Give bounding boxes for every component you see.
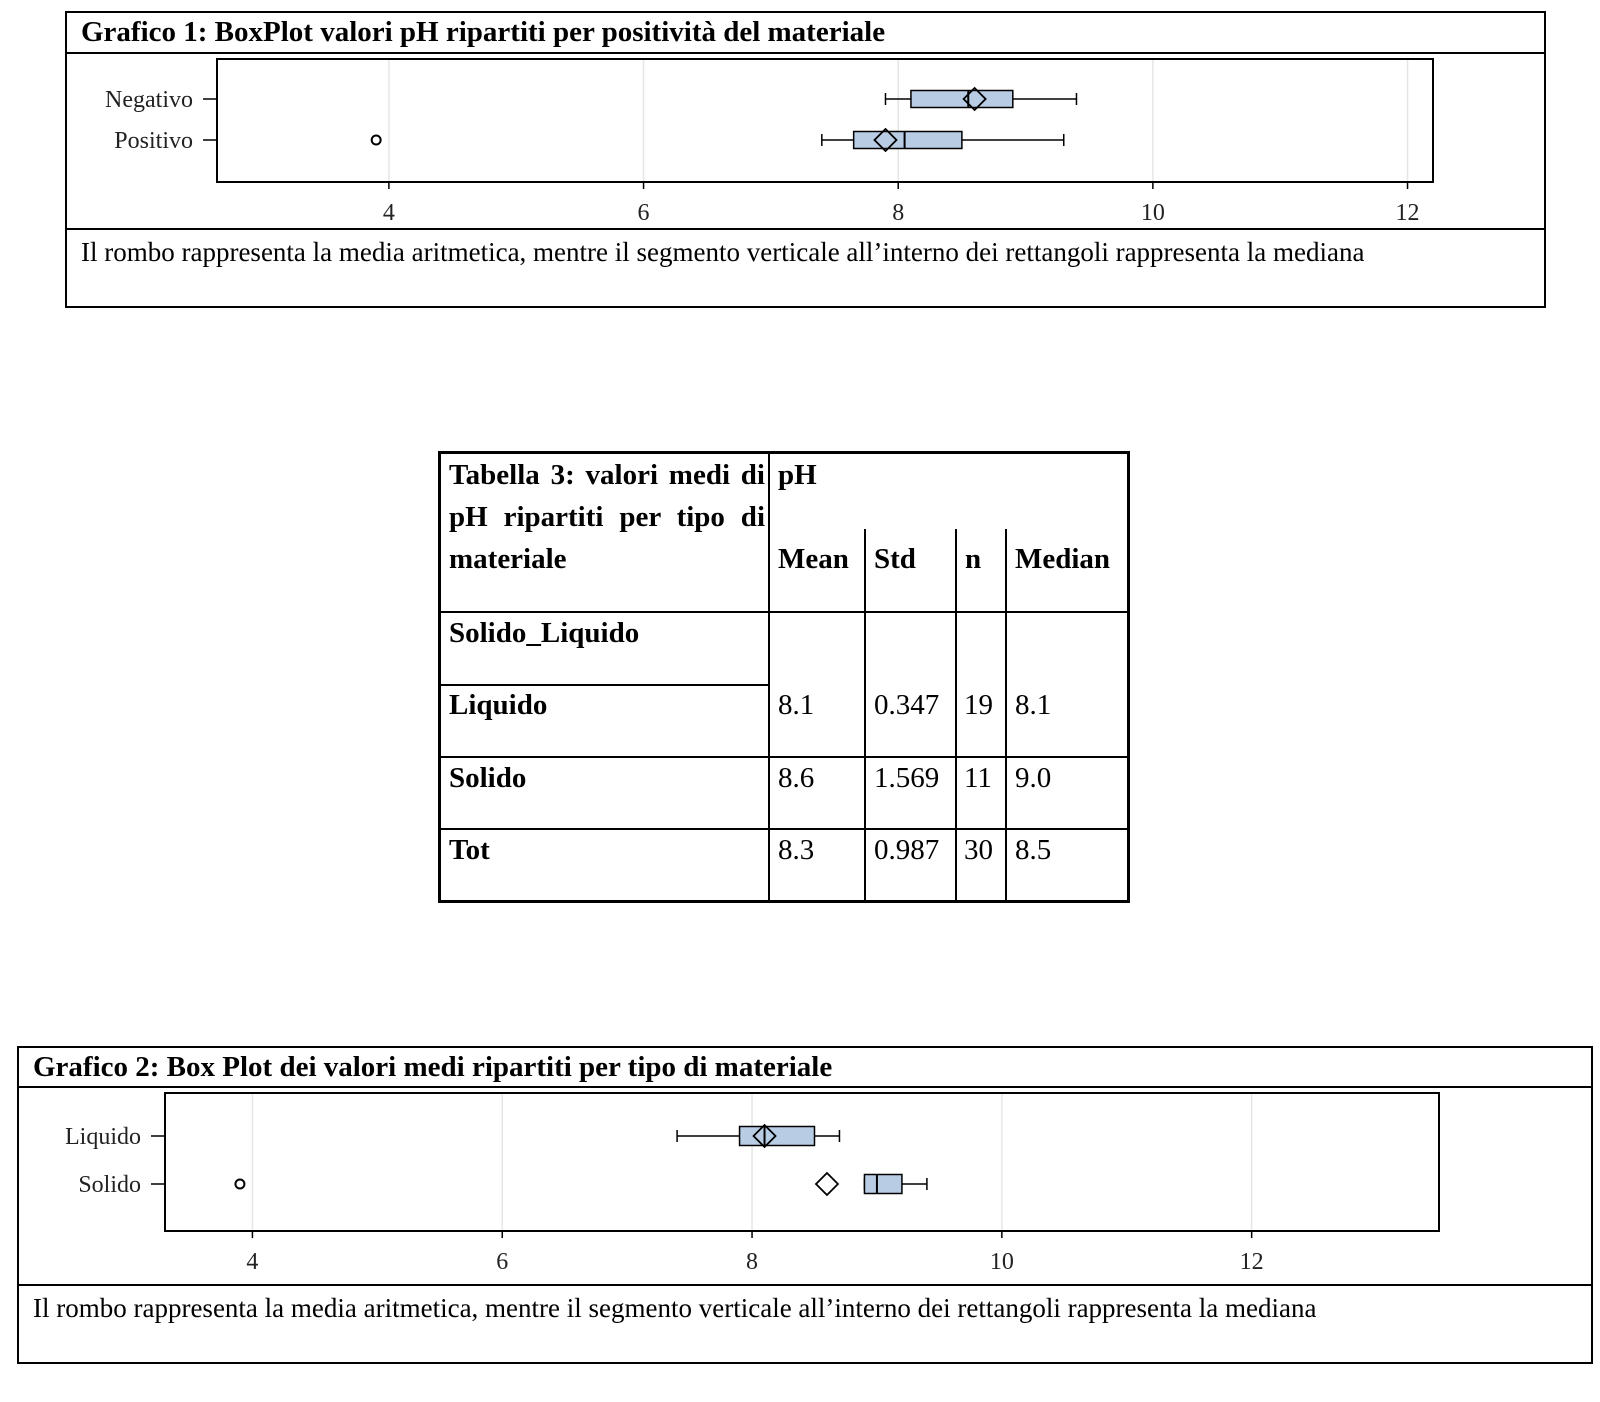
- table-divider: [768, 454, 770, 900]
- column-header-std: Std: [874, 543, 916, 575]
- row-group-label: Solido_Liquido: [449, 617, 640, 649]
- row-label: Solido: [449, 762, 527, 794]
- table-divider: [864, 529, 866, 900]
- figure-1-caption: Il rombo rappresenta la media aritmetica, mentre il segmento verticale all’interno dei rettangoli rappresenta la mediana: [67, 228, 1544, 306]
- x-tick-label: 12: [1395, 200, 1420, 226]
- y-category-label: Liquido: [65, 1124, 141, 1150]
- y-category-label: Positivo: [114, 128, 193, 154]
- figure-1-title: Grafico 1: BoxPlot valori pH ripartiti per positività del materiale: [67, 13, 1544, 54]
- table-divider: [1005, 529, 1007, 900]
- figure-2-boxplot: [19, 1088, 1591, 1284]
- x-tick-label: 8: [892, 200, 905, 226]
- figure-1-boxplot: [67, 54, 1544, 226]
- y-category-label: Negativo: [105, 87, 193, 113]
- iqr-box: [854, 132, 962, 149]
- cell-n: 30: [964, 834, 993, 866]
- x-tick-label: 4: [382, 200, 395, 226]
- cell-median: 8.1: [1015, 689, 1052, 721]
- table-3: [438, 451, 1130, 903]
- table-title: Tabella 3: valori medi di pH ripartiti per tipo di materiale: [449, 459, 765, 575]
- cell-median: 9.0: [1015, 762, 1052, 794]
- column-header-median: Median: [1015, 543, 1111, 575]
- row-label: Liquido: [449, 689, 548, 721]
- x-tick-label: 8: [746, 1249, 759, 1275]
- y-category-label: Solido: [78, 1172, 141, 1198]
- cell-mean: 8.6: [778, 762, 815, 794]
- column-header-mean: Mean: [778, 543, 849, 575]
- figure-1: [65, 11, 1546, 308]
- table-group-header: pH: [778, 459, 817, 491]
- x-tick-label: 12: [1239, 1249, 1264, 1275]
- cell-mean: 8.3: [778, 834, 815, 866]
- outlier-point: [235, 1180, 244, 1189]
- figure-2: [17, 1046, 1593, 1364]
- figure-2-title: Grafico 2: Box Plot dei valori medi ripartiti per tipo di materiale: [19, 1048, 1591, 1088]
- cell-median: 8.5: [1015, 834, 1052, 866]
- outlier-point: [372, 136, 381, 145]
- cell-mean: 8.1: [778, 689, 815, 721]
- iqr-box: [864, 1175, 901, 1194]
- cell-std: 0.347: [874, 689, 940, 721]
- cell-n: 11: [964, 762, 992, 794]
- plot-frame: [217, 59, 1433, 182]
- column-header-n: n: [965, 543, 982, 575]
- iqr-box: [740, 1127, 815, 1146]
- row-label: Tot: [449, 834, 490, 866]
- table-divider: [955, 529, 957, 900]
- x-tick-label: 6: [637, 200, 650, 226]
- cell-std: 0.987: [874, 834, 940, 866]
- cell-std: 1.569: [874, 762, 940, 794]
- mean-diamond: [816, 1173, 838, 1195]
- x-tick-label: 4: [246, 1249, 259, 1275]
- x-tick-label: 10: [1140, 200, 1165, 226]
- x-tick-label: 6: [496, 1249, 509, 1275]
- iqr-box: [911, 91, 1013, 108]
- plot-frame: [165, 1093, 1439, 1231]
- x-tick-label: 10: [989, 1249, 1014, 1275]
- figure-2-caption: Il rombo rappresenta la media aritmetica, mentre il segmento verticale all’interno dei rettangoli rappresenta la mediana: [19, 1284, 1591, 1362]
- cell-n: 19: [964, 689, 993, 721]
